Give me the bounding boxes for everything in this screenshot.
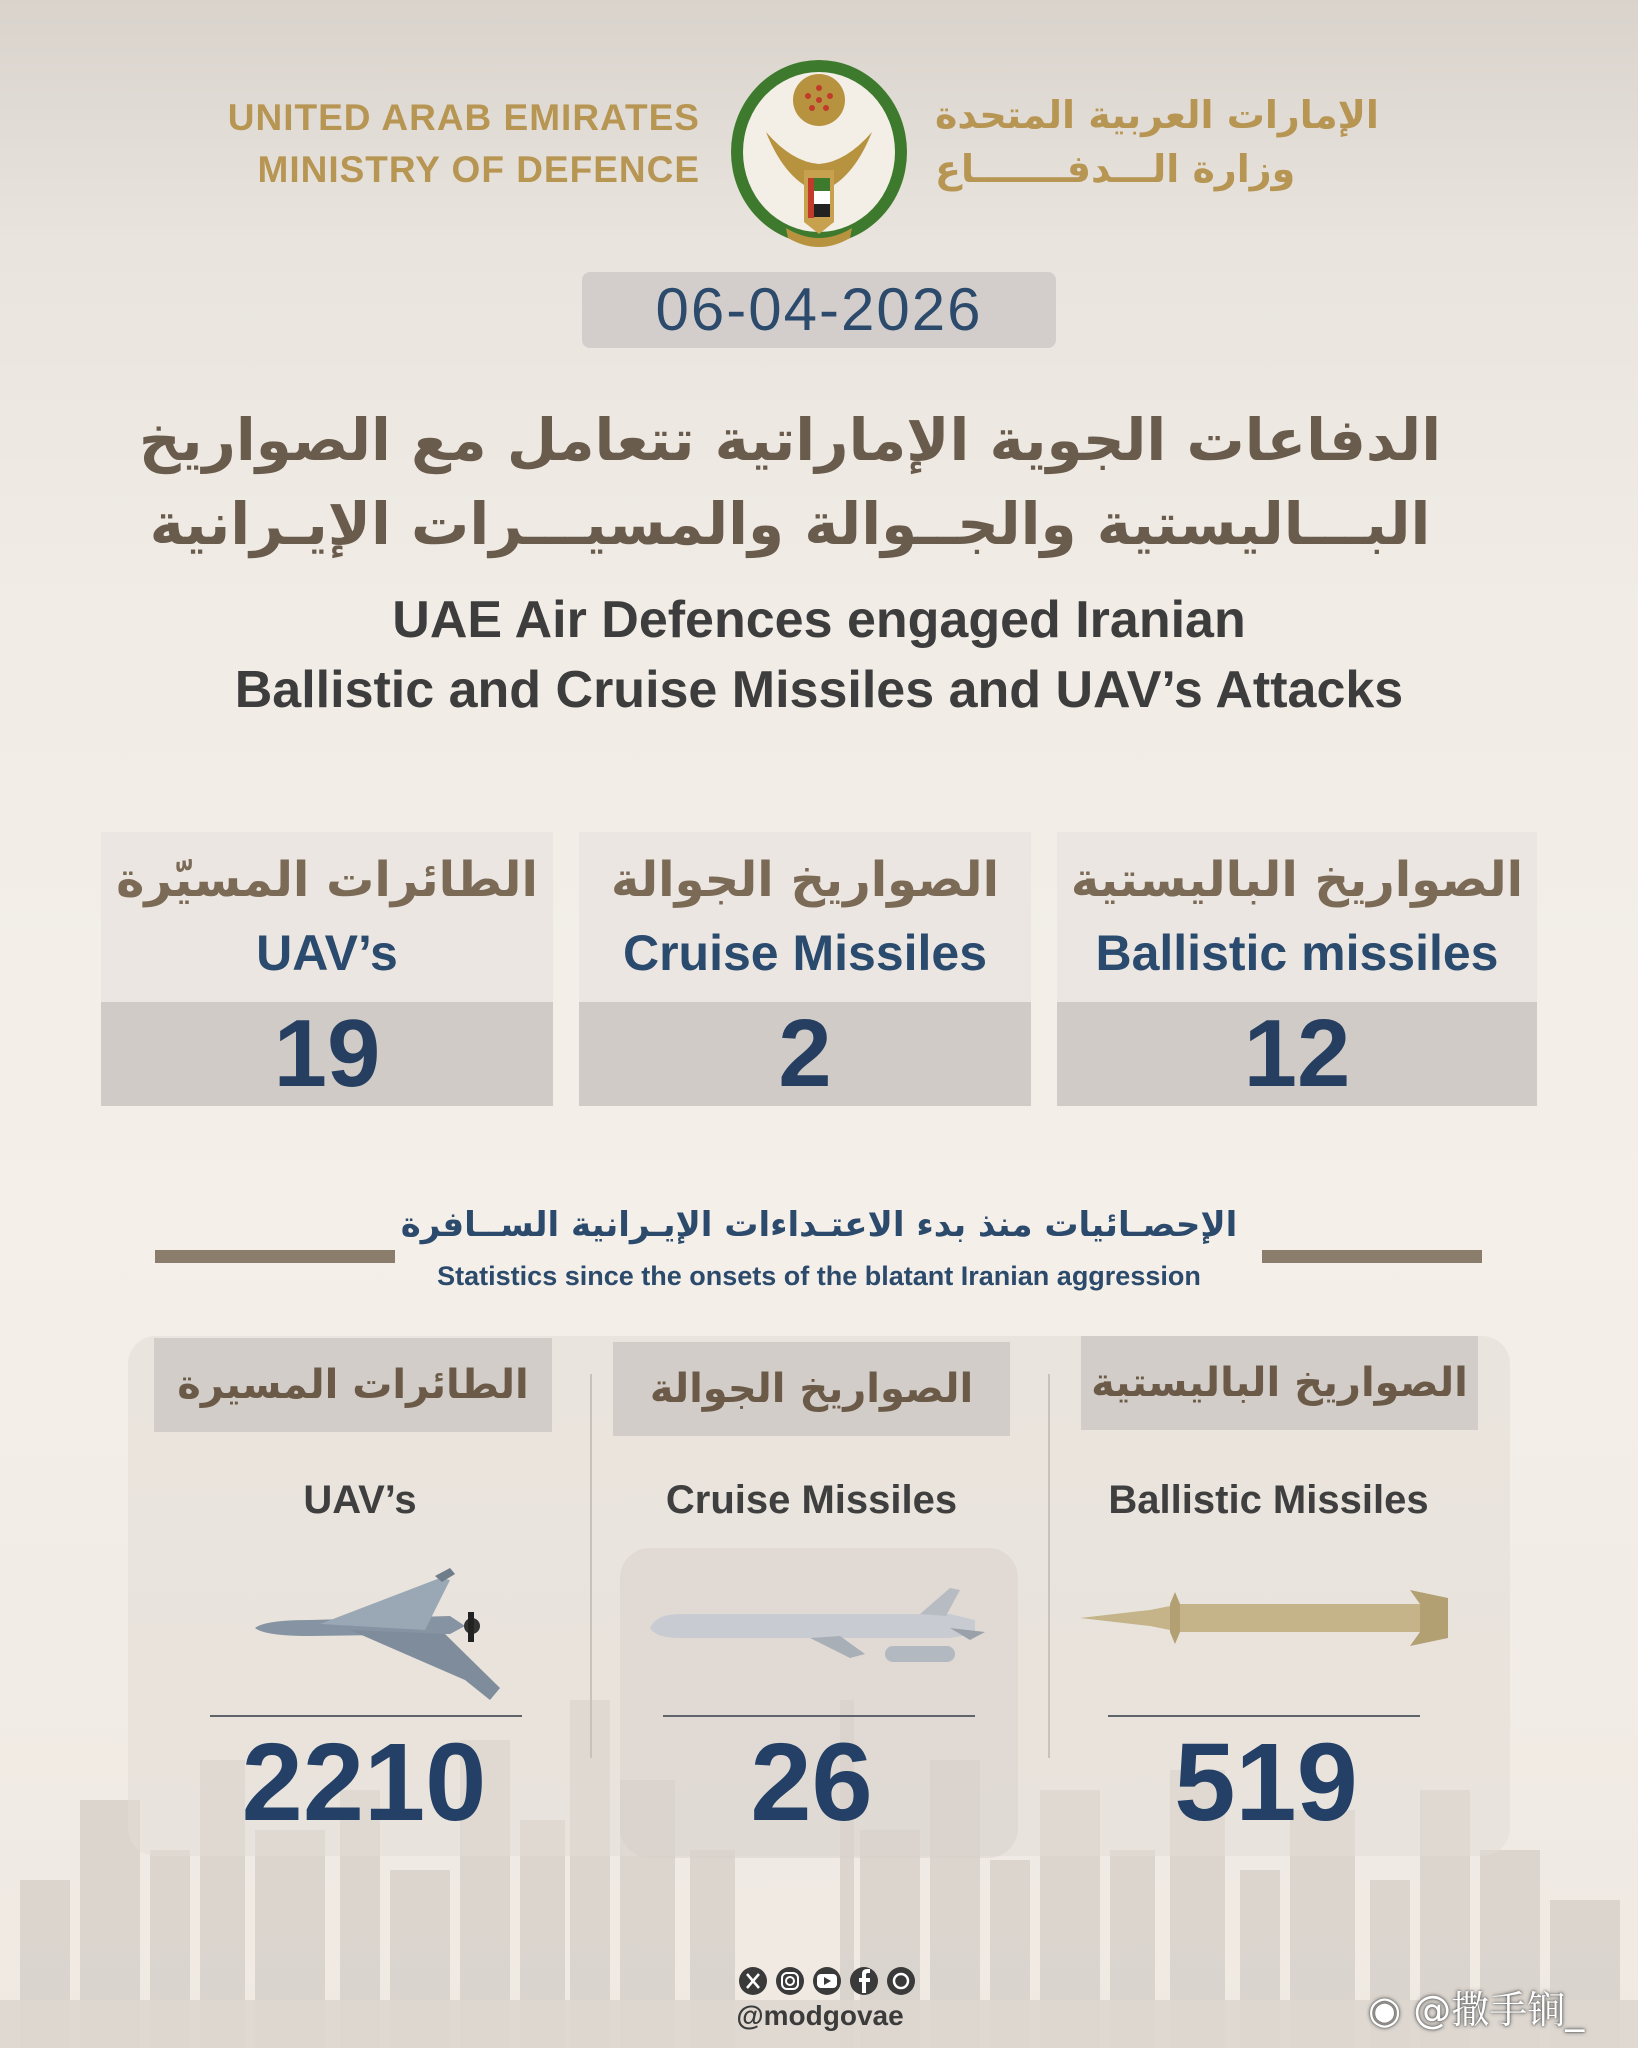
drone-icon [250, 1568, 515, 1702]
total-ballistic-label-en: Ballistic Missiles [1108, 1478, 1429, 1522]
card-value: 19 [101, 1002, 553, 1106]
total-cruise-value: 26 [750, 1721, 873, 1844]
ministry-name-ar: وزارة الـــدفـــــــاع [935, 147, 1296, 191]
card-label-en: UAV’s [256, 925, 398, 981]
facebook-icon[interactable] [850, 1967, 878, 1995]
card-cruise-today [579, 832, 1031, 1106]
card-label-en: Ballistic missiles [1095, 925, 1499, 981]
uae-falcon-emblem-icon [726, 52, 912, 260]
ministry-name-english [200, 92, 700, 196]
statistics-heading-ar: الإحصـائيات منذ بدء الاعتـداءات الإيـرانية الســافرة [400, 1205, 1238, 1245]
value-underline [663, 1715, 975, 1717]
divider-left [155, 1250, 395, 1263]
headline-arabic [120, 398, 1460, 566]
card-label-ar: الصواريخ الباليستية [1070, 852, 1524, 908]
divider-right [1262, 1250, 1482, 1263]
x-icon[interactable] [739, 1967, 767, 1995]
total-uavs-label-en: UAV’s [303, 1478, 417, 1522]
cruise-missile-icon [650, 1588, 985, 1668]
headline-en-line1: UAE Air Defences engaged Iranian [392, 591, 1246, 649]
weibo-watermark [1368, 1985, 1628, 2035]
headline-en-line2: Ballistic and Cruise Missiles and UAV’s Attacks [234, 661, 1404, 719]
total-ballistic-value: 519 [1174, 1721, 1358, 1844]
country-name-en: UNITED ARAB EMIRATES [227, 97, 700, 138]
headline-english [120, 585, 1518, 725]
report-date: 06-04-2026 [582, 272, 1056, 348]
card-label-ar: الصواريخ الجوالة [610, 852, 1000, 908]
statistics-heading-en: Statistics since the onsets of the blatant Iranian aggression [437, 1261, 1201, 1291]
weibo-icon: ◉ [1368, 1988, 1402, 2032]
total-uavs-value: 2210 [241, 1721, 487, 1844]
column-divider [1048, 1374, 1050, 1758]
card-ballistic-today [1057, 832, 1537, 1106]
ministry-name-en: MINISTRY OF DEFENCE [257, 149, 700, 190]
social-media-icons [738, 1966, 918, 1996]
value-underline [210, 1715, 522, 1717]
total-uavs-label-ar: الطائرات المسيرة [154, 1338, 552, 1432]
headline-ar-line2: البـــاليستية والجــوالة والمسيـــرات الإيـرانية [149, 490, 1431, 558]
total-cruise-label-en: Cruise Missiles [665, 1478, 958, 1522]
ballistic-missile-icon [1080, 1588, 1450, 1648]
card-label-en: Cruise Missiles [622, 925, 988, 981]
column-divider [590, 1374, 592, 1758]
card-value: 12 [1057, 1002, 1537, 1106]
social-handle[interactable]: @modgovae [736, 2000, 904, 2031]
value-underline [1108, 1715, 1420, 1717]
youtube-icon[interactable] [813, 1967, 841, 1995]
ministry-name-arabic [935, 88, 1405, 196]
total-ballistic-label-ar: الصواريخ الباليستية [1081, 1336, 1478, 1430]
headline-ar-line1: الدفاعات الجوية الإماراتية تتعامل مع الصواريخ [138, 406, 1442, 474]
card-label-ar: الطائرات المسيّرة [116, 852, 538, 908]
card-value: 2 [579, 1002, 1031, 1106]
threads-icon[interactable] [887, 1967, 915, 1995]
card-uavs-today [101, 832, 553, 1106]
total-cruise-label-ar: الصواريخ الجوالة [613, 1342, 1010, 1436]
watermark-text: @撒手锏_ [1413, 1988, 1585, 2032]
instagram-icon[interactable] [776, 1967, 804, 1995]
country-name-ar: الإمارات العربية المتحدة [935, 93, 1379, 137]
